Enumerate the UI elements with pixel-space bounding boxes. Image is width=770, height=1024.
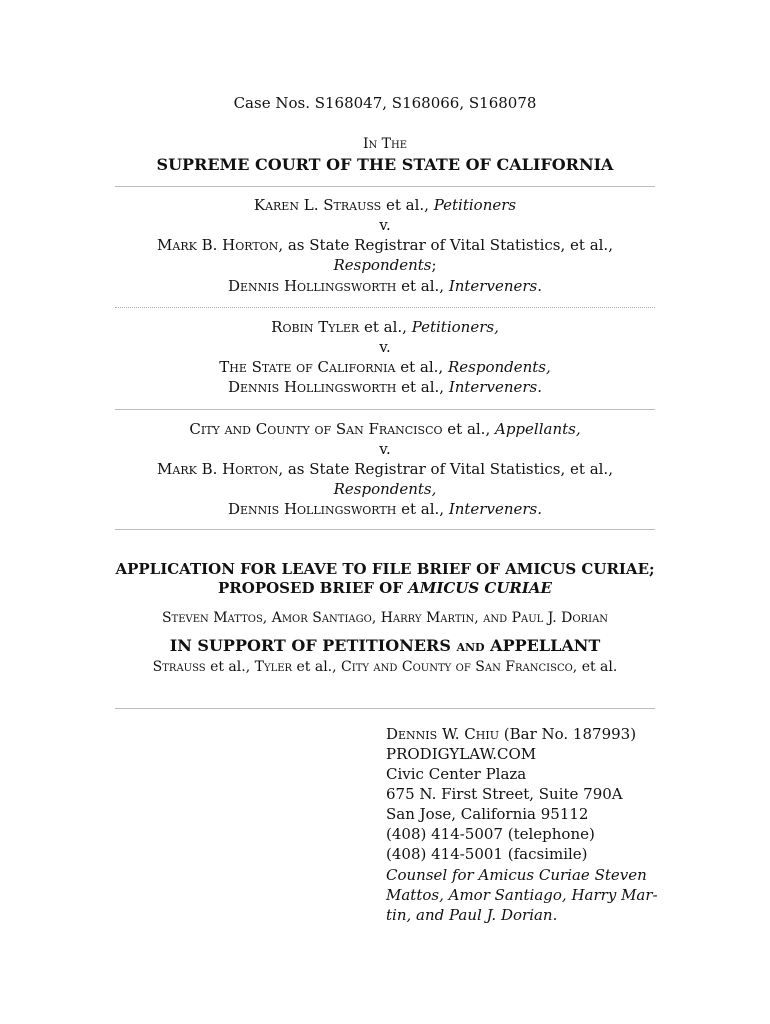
case1-respondent-name: Mark B. Horton	[157, 236, 279, 254]
case2-intervener-role: Interveners.	[448, 378, 542, 396]
case3-intervener-role: Interveners.	[448, 500, 542, 518]
case1-petitioner-role: Petitioners	[433, 196, 517, 214]
case-numbers: Case Nos. S168047, S168066, S168078	[233, 94, 537, 112]
case2-petitioner-name: Robin Tyler	[271, 318, 360, 336]
case1-petitioner-rest: et al.,	[381, 196, 434, 214]
counsel-bar-number: (Bar No. 187993)	[498, 725, 637, 743]
party-tyler: Tyler	[254, 659, 293, 675]
case1-petitioners	[0, 198, 770, 213]
case3-appellant-role: Appellants,	[495, 420, 581, 438]
party-city-county: City and County of San Francisco	[341, 659, 573, 675]
amici-names: Steven Mattos, Amor Santiago, Harry Martin, and Paul J. Dorian	[161, 610, 609, 626]
divider-rule	[115, 708, 655, 709]
application-title-prefix: PROPOSED BRIEF OF	[218, 579, 409, 597]
case1-respondent-role-line	[0, 258, 770, 273]
case1-intervener-rest: et al.,	[396, 277, 449, 295]
support-text-a: IN SUPPORT OF PETITIONERS	[169, 636, 457, 655]
counsel-role-3: tin, and Paul J. Dorian.	[386, 906, 558, 924]
case3-respondent	[0, 462, 770, 477]
divider-rule	[115, 307, 655, 308]
counsel-name: Dennis W. Chiu	[386, 725, 499, 743]
party-sep-1: et al.,	[205, 659, 255, 675]
case2-versus: v.	[379, 338, 391, 356]
case2-respondent-name: The State of California	[219, 358, 396, 376]
case3-versus: v.	[379, 440, 391, 458]
case3-respondent-rest: , as State Registrar of Vital Statistics, et al.,	[278, 460, 613, 478]
support-heading	[0, 638, 770, 654]
case1-interveners	[0, 279, 770, 294]
counsel-name-line	[386, 727, 636, 742]
case2-petitioners	[0, 320, 770, 335]
in-the-heading: In The	[362, 136, 408, 152]
court-name: SUPREME COURT OF THE STATE OF CALIFORNIA	[156, 155, 614, 174]
case1-respondent-rest: , as State Registrar of Vital Statistics, et al.,	[278, 236, 613, 254]
case2-interveners	[0, 380, 770, 395]
case3-respondent-role: Respondents,	[333, 480, 437, 498]
counsel-firm: PRODIGYLAW.COM	[386, 745, 537, 763]
counsel-fax: (408) 414-5001 (facsimile)	[386, 845, 588, 863]
case2-respondent-role: Respondents,	[447, 358, 551, 376]
case1-respondent-role-punct: ;	[431, 256, 437, 274]
supported-parties	[0, 660, 770, 674]
case1-respondent-role: Respondents	[333, 256, 432, 274]
case3-intervener-name: Dennis Hollingsworth	[228, 500, 397, 518]
case1-petitioner-name: Karen L. Strauss	[253, 196, 382, 214]
case3-appellant-rest: et al.,	[442, 420, 495, 438]
support-text-and: and	[456, 636, 485, 655]
counsel-role-2: Mattos, Amor Santiago, Harry Mar-	[386, 886, 658, 904]
application-title-line2	[0, 581, 770, 596]
case2-respondent	[0, 360, 770, 375]
case3-intervener-rest: et al.,	[396, 500, 449, 518]
case1-versus: v.	[379, 216, 391, 234]
application-title-line1: APPLICATION FOR LEAVE TO FILE BRIEF OF AMICUS CURIAE;	[115, 560, 655, 578]
case2-intervener-name: Dennis Hollingsworth	[228, 378, 397, 396]
case2-petitioner-role: Petitioners,	[411, 318, 499, 336]
case1-intervener-name: Dennis Hollingsworth	[228, 277, 397, 295]
divider-rule	[115, 409, 655, 410]
application-title-italic: AMICUS CURIAE	[408, 579, 552, 597]
party-sep-2: et al.,	[292, 659, 342, 675]
counsel-phone: (408) 414-5007 (telephone)	[386, 825, 595, 843]
divider-rule	[115, 529, 655, 530]
case3-appellants	[0, 422, 770, 437]
counsel-address-2: 675 N. First Street, Suite 790A	[386, 785, 623, 803]
case3-appellant-name: City and County of San Francisco	[189, 420, 443, 438]
counsel-city: San Jose, California 95112	[386, 805, 589, 823]
case2-intervener-rest: et al.,	[396, 378, 449, 396]
counsel-role-1: Counsel for Amicus Curiae Steven	[386, 866, 647, 884]
divider-rule	[115, 186, 655, 187]
case3-interveners	[0, 502, 770, 517]
party-strauss: Strauss	[152, 659, 206, 675]
case2-respondent-rest: et al.,	[395, 358, 448, 376]
counsel-address-1: Civic Center Plaza	[386, 765, 527, 783]
case1-intervener-role: Interveners.	[448, 277, 542, 295]
case2-petitioner-rest: et al.,	[359, 318, 412, 336]
party-sep-3: , et al.	[572, 659, 618, 675]
case1-respondent	[0, 238, 770, 253]
support-text-b: APPELLANT	[484, 636, 601, 655]
case3-respondent-name: Mark B. Horton	[157, 460, 279, 478]
